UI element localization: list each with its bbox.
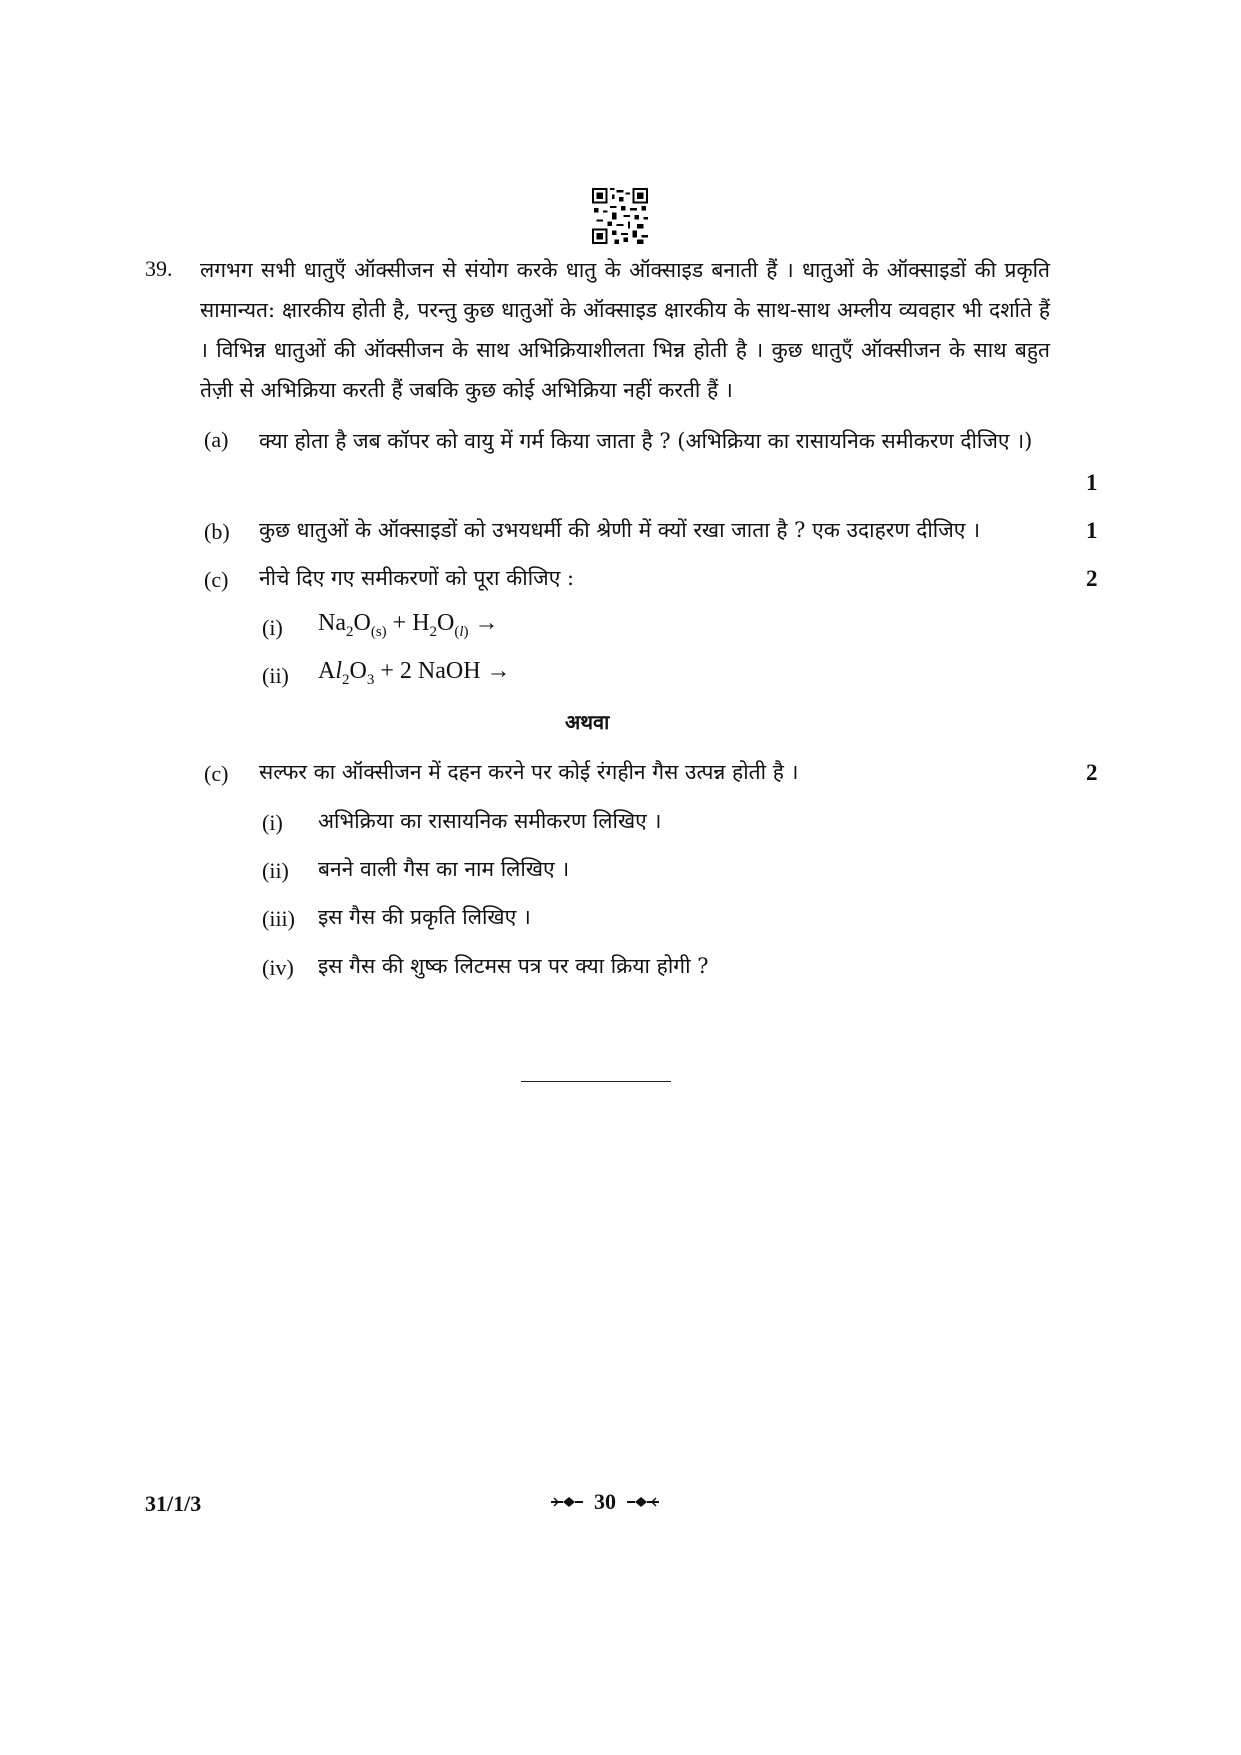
equation-i: $Na_2O_{(s)} + H_2O_{(l)}$ → [318,610,499,640]
question-intro: लगभग सभी धातुएँ ऑक्सीजन से संयोग करके धातु के ऑक्साइड बनाती हैं । धातुओं के ऑक्साइडों की प्रकृति सामान्यत: क्षारकीय होती है, परन्तु कुछ धातुओं के ऑक्साइड क्षारकीय के साथ-साथ अम्लीय व्यवहार भी दर्शाते हैं । विभिन्न धातुओं की ऑक्सीजन के साथ अभिक्रियाशीलता भिन्न होती है । कुछ धातुएँ ऑक्सीजन के साथ बहुत तेज़ी से अभिक्रिया करती हैं जबकि कुछ कोई अभिक्रिया नहीं करती हैं । [200,258,1050,402]
part-c-alt-item-iii-label: (iii) [262,906,295,931]
ornament-right-icon [626,1495,660,1509]
page-number-text: 30 [594,1489,616,1514]
part-c-label: (c) [204,567,229,592]
part-c-alt-label: (c) [204,761,229,786]
part-a-label: (a) [204,427,229,452]
part-c-text: नीचे दिए गए समीकरणों को पूरा कीजिए : [259,566,575,590]
part-a-marks: 1 [1086,470,1098,495]
part-c-alt-text: सल्फर का ऑक्सीजन में दहन करने पर कोई रंगहीन गैस उत्पन्न होती है । [259,760,799,784]
qr-code [592,188,648,244]
part-c-alt-item-i-text: अभिक्रिया का रासायनिक समीकरण लिखिए । [318,809,662,833]
part-c-alt-item-iv-label: (iv) [262,955,294,980]
part-c-alt-item-iii-text: इस गैस की प्रकृति लिखिए । [318,905,531,929]
part-c-alt-item-iv-text: इस गैस की शुष्क लिटमस पत्र पर क्या क्रिया होगी ? [318,954,709,978]
part-c-item-i-label: (i) [262,615,283,640]
part-a-text: क्या होता है जब कॉपर को वायु में गर्म किया जाता है ? (अभिक्रिया का रासायनिक समीकरण दीजिए ।) [259,429,1033,453]
page-number [550,1489,660,1515]
part-b-label: (b) [204,519,230,544]
end-rule [521,1081,671,1082]
or-heading: अथवा [565,710,610,734]
part-c-item-ii-label: (ii) [262,663,289,688]
paper-code: 31/1/3 [145,1491,202,1516]
part-c-alt-item-i-label: (i) [262,810,283,835]
ornament-left-icon [550,1495,584,1509]
part-b-marks: 1 [1086,518,1098,543]
part-c-alt-item-ii-text: बनने वाली गैस का नाम लिखिए । [318,857,570,881]
equation-ii: $Al_2O_3 + 2$ NaOH → [318,658,511,688]
part-c-alt-item-ii-label: (ii) [262,858,289,883]
part-c-alt-marks: 2 [1086,760,1098,785]
part-c-marks: 2 [1086,566,1098,591]
part-b-text: कुछ धातुओं के ऑक्साइडों को उभयधर्मी की श्रेणी में क्यों रखा जाता है ? एक उदाहरण दीजिए । [259,518,981,542]
question-number: 39. [145,256,173,281]
